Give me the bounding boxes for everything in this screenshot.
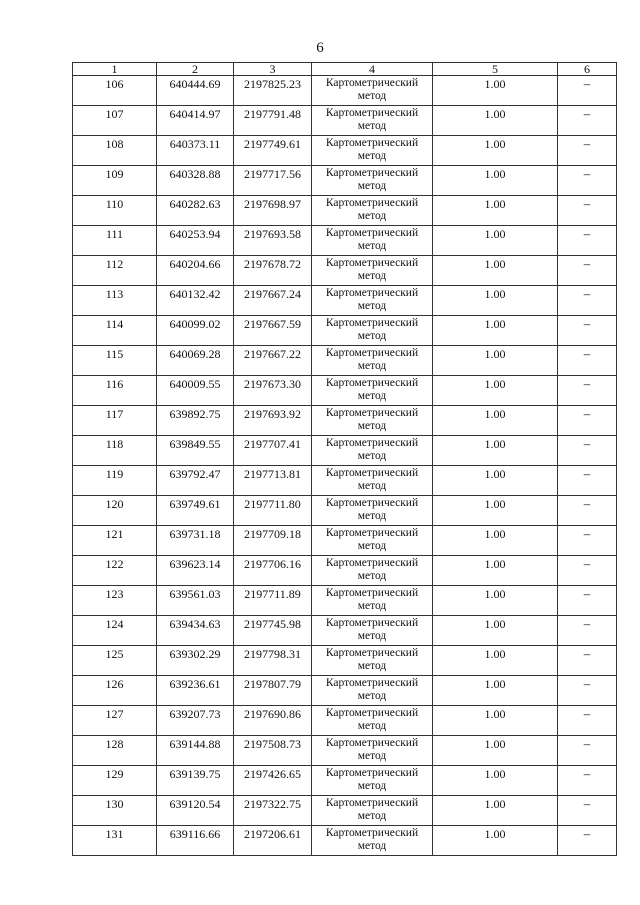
y-coordinate-cell: 2197667.59 (234, 316, 312, 346)
method-line-1: Картометрический (325, 377, 419, 389)
method-line-2: метод (357, 420, 387, 432)
method-line-2: метод (357, 720, 387, 732)
y-coordinate-cell: 2197206.61 (234, 826, 312, 856)
x-coordinate-cell: 639623.14 (157, 556, 234, 586)
method-line-2: метод (357, 120, 387, 132)
method-line-2: метод (357, 690, 387, 702)
accuracy-cell: 1.00 (433, 586, 558, 616)
method-line-2: метод (357, 480, 387, 492)
point-number-cell: 107 (73, 106, 157, 136)
method-line-2: метод (357, 660, 387, 672)
accuracy-cell: 1.00 (433, 316, 558, 346)
method-line-2: метод (357, 300, 387, 312)
method-line-1: Картометрический (325, 107, 419, 119)
accuracy-cell: 1.00 (433, 256, 558, 286)
accuracy-cell: 1.00 (433, 526, 558, 556)
method-line-1: Картометрический (325, 407, 419, 419)
x-coordinate-cell: 639749.61 (157, 496, 234, 526)
method-line-2: метод (357, 90, 387, 102)
point-number-cell: 118 (73, 436, 157, 466)
method-line-2: метод (357, 570, 387, 582)
table-row (73, 406, 617, 436)
x-coordinate-cell: 640444.69 (157, 76, 234, 106)
note-cell: – (558, 796, 617, 826)
method-cell (312, 136, 433, 166)
table-row (73, 466, 617, 496)
point-number-cell: 106 (73, 76, 157, 106)
y-coordinate-cell: 2197711.80 (234, 496, 312, 526)
table-row (73, 196, 617, 226)
method-line-1: Картометрический (325, 557, 419, 569)
point-number-cell: 109 (73, 166, 157, 196)
y-coordinate-cell: 2197426.65 (234, 766, 312, 796)
method-line-1: Картометрический (325, 347, 419, 359)
table-row (73, 556, 617, 586)
point-number-cell: 111 (73, 226, 157, 256)
point-number-cell: 123 (73, 586, 157, 616)
method-line-1: Картометрический (325, 197, 419, 209)
note-cell: – (558, 286, 617, 316)
accuracy-cell: 1.00 (433, 346, 558, 376)
table-row (73, 316, 617, 346)
x-coordinate-cell: 640009.55 (157, 376, 234, 406)
point-number-cell: 120 (73, 496, 157, 526)
method-cell (312, 436, 433, 466)
point-number-cell: 129 (73, 766, 157, 796)
point-number-cell: 114 (73, 316, 157, 346)
y-coordinate-cell: 2197707.41 (234, 436, 312, 466)
x-coordinate-cell: 640069.28 (157, 346, 234, 376)
method-cell (312, 766, 433, 796)
method-cell (312, 376, 433, 406)
method-cell (312, 286, 433, 316)
y-coordinate-cell: 2197711.89 (234, 586, 312, 616)
note-cell: – (558, 676, 617, 706)
y-coordinate-cell: 2197693.58 (234, 226, 312, 256)
accuracy-cell: 1.00 (433, 616, 558, 646)
method-cell (312, 676, 433, 706)
note-cell: – (558, 826, 617, 856)
method-line-1: Картометрический (325, 497, 419, 509)
method-line-2: метод (357, 600, 387, 612)
point-number-cell: 131 (73, 826, 157, 856)
point-number-cell: 125 (73, 646, 157, 676)
method-line-1: Картометрический (325, 647, 419, 659)
method-line-2: метод (357, 540, 387, 552)
method-cell (312, 586, 433, 616)
method-cell (312, 346, 433, 376)
method-line-1: Картометрический (325, 617, 419, 629)
y-coordinate-cell: 2197745.98 (234, 616, 312, 646)
method-line-2: метод (357, 390, 387, 402)
accuracy-cell: 1.00 (433, 496, 558, 526)
note-cell: – (558, 226, 617, 256)
x-coordinate-cell: 640253.94 (157, 226, 234, 256)
table-row (73, 646, 617, 676)
table-body (73, 76, 617, 856)
method-line-2: метод (357, 510, 387, 522)
table-row (73, 436, 617, 466)
x-coordinate-cell: 640204.66 (157, 256, 234, 286)
x-coordinate-cell: 639792.47 (157, 466, 234, 496)
method-line-2: метод (357, 240, 387, 252)
method-cell (312, 166, 433, 196)
table-row (73, 826, 617, 856)
x-coordinate-cell: 639434.63 (157, 616, 234, 646)
method-line-1: Картометрический (325, 797, 419, 809)
point-number-cell: 128 (73, 736, 157, 766)
accuracy-cell: 1.00 (433, 556, 558, 586)
note-cell: – (558, 556, 617, 586)
point-number-cell: 115 (73, 346, 157, 376)
point-number-cell: 130 (73, 796, 157, 826)
note-cell: – (558, 166, 617, 196)
accuracy-cell: 1.00 (433, 76, 558, 106)
table-row (73, 226, 617, 256)
y-coordinate-cell: 2197508.73 (234, 736, 312, 766)
method-cell (312, 196, 433, 226)
table-row (73, 796, 617, 826)
method-line-1: Картометрический (325, 167, 419, 179)
table-header-row (73, 63, 617, 76)
method-line-2: метод (357, 210, 387, 222)
accuracy-cell: 1.00 (433, 796, 558, 826)
x-coordinate-cell: 639302.29 (157, 646, 234, 676)
x-coordinate-cell: 639849.55 (157, 436, 234, 466)
method-line-1: Картометрический (325, 437, 419, 449)
accuracy-cell: 1.00 (433, 826, 558, 856)
method-cell (312, 616, 433, 646)
method-cell (312, 466, 433, 496)
y-coordinate-cell: 2197667.24 (234, 286, 312, 316)
x-coordinate-cell: 639207.73 (157, 706, 234, 736)
note-cell: – (558, 646, 617, 676)
column-header: 1 (73, 63, 157, 76)
point-number-cell: 110 (73, 196, 157, 226)
point-number-cell: 116 (73, 376, 157, 406)
point-number-cell: 112 (73, 256, 157, 286)
x-coordinate-cell: 640414.97 (157, 106, 234, 136)
method-cell (312, 496, 433, 526)
method-cell (312, 526, 433, 556)
x-coordinate-cell: 640099.02 (157, 316, 234, 346)
note-cell: – (558, 196, 617, 226)
x-coordinate-cell: 640373.11 (157, 136, 234, 166)
column-header: 6 (558, 63, 617, 76)
method-line-2: метод (357, 450, 387, 462)
method-line-1: Картометрический (325, 737, 419, 749)
x-coordinate-cell: 639236.61 (157, 676, 234, 706)
method-line-1: Картометрический (325, 677, 419, 689)
table-row (73, 676, 617, 706)
method-cell (312, 826, 433, 856)
y-coordinate-cell: 2197825.23 (234, 76, 312, 106)
method-line-1: Картометрический (325, 587, 419, 599)
table-row (73, 496, 617, 526)
table-row (73, 706, 617, 736)
method-line-1: Картометрический (325, 767, 419, 779)
method-cell (312, 226, 433, 256)
x-coordinate-cell: 639139.75 (157, 766, 234, 796)
accuracy-cell: 1.00 (433, 766, 558, 796)
table-row (73, 286, 617, 316)
x-coordinate-cell: 640328.88 (157, 166, 234, 196)
point-number-cell: 126 (73, 676, 157, 706)
point-number-cell: 127 (73, 706, 157, 736)
note-cell: – (558, 466, 617, 496)
accuracy-cell: 1.00 (433, 106, 558, 136)
method-line-2: метод (357, 180, 387, 192)
method-line-2: метод (357, 840, 387, 852)
table-row (73, 376, 617, 406)
accuracy-cell: 1.00 (433, 646, 558, 676)
coordinates-table (72, 62, 617, 856)
y-coordinate-cell: 2197690.86 (234, 706, 312, 736)
method-line-1: Картометрический (325, 827, 419, 839)
method-line-1: Картометрический (325, 707, 419, 719)
point-number-cell: 124 (73, 616, 157, 646)
method-line-2: метод (357, 330, 387, 342)
accuracy-cell: 1.00 (433, 436, 558, 466)
method-line-2: метод (357, 270, 387, 282)
table-row (73, 256, 617, 286)
method-cell (312, 706, 433, 736)
method-cell (312, 406, 433, 436)
y-coordinate-cell: 2197749.61 (234, 136, 312, 166)
x-coordinate-cell: 639116.66 (157, 826, 234, 856)
y-coordinate-cell: 2197709.18 (234, 526, 312, 556)
method-cell (312, 646, 433, 676)
note-cell: – (558, 496, 617, 526)
note-cell: – (558, 316, 617, 346)
column-header: 3 (234, 63, 312, 76)
table-row (73, 766, 617, 796)
table-row (73, 106, 617, 136)
note-cell: – (558, 526, 617, 556)
column-header: 2 (157, 63, 234, 76)
x-coordinate-cell: 639892.75 (157, 406, 234, 436)
page-number: 6 (316, 40, 324, 56)
method-line-1: Картометрический (325, 77, 419, 89)
column-header: 4 (312, 63, 433, 76)
method-line-2: метод (357, 630, 387, 642)
y-coordinate-cell: 2197667.22 (234, 346, 312, 376)
method-line-1: Картометрический (325, 317, 419, 329)
point-number-cell: 108 (73, 136, 157, 166)
method-line-1: Картометрический (325, 137, 419, 149)
method-cell (312, 796, 433, 826)
note-cell: – (558, 106, 617, 136)
accuracy-cell: 1.00 (433, 226, 558, 256)
method-line-2: метод (357, 780, 387, 792)
y-coordinate-cell: 2197798.31 (234, 646, 312, 676)
x-coordinate-cell: 640132.42 (157, 286, 234, 316)
y-coordinate-cell: 2197693.92 (234, 406, 312, 436)
accuracy-cell: 1.00 (433, 406, 558, 436)
y-coordinate-cell: 2197791.48 (234, 106, 312, 136)
point-number-cell: 122 (73, 556, 157, 586)
note-cell: – (558, 346, 617, 376)
note-cell: – (558, 376, 617, 406)
method-line-2: метод (357, 360, 387, 372)
method-cell (312, 76, 433, 106)
note-cell: – (558, 706, 617, 736)
accuracy-cell: 1.00 (433, 376, 558, 406)
column-header: 5 (433, 63, 558, 76)
table-row (73, 136, 617, 166)
note-cell: – (558, 436, 617, 466)
table-row (73, 76, 617, 106)
note-cell: – (558, 406, 617, 436)
method-cell (312, 736, 433, 766)
method-cell (312, 256, 433, 286)
y-coordinate-cell: 2197322.75 (234, 796, 312, 826)
point-number-cell: 113 (73, 286, 157, 316)
method-cell (312, 106, 433, 136)
table-row (73, 616, 617, 646)
method-line-1: Картометрический (325, 287, 419, 299)
y-coordinate-cell: 2197713.81 (234, 466, 312, 496)
point-number-cell: 121 (73, 526, 157, 556)
method-cell (312, 556, 433, 586)
accuracy-cell: 1.00 (433, 676, 558, 706)
method-line-2: метод (357, 150, 387, 162)
y-coordinate-cell: 2197673.30 (234, 376, 312, 406)
table-row (73, 526, 617, 556)
note-cell: – (558, 136, 617, 166)
note-cell: – (558, 616, 617, 646)
x-coordinate-cell: 639731.18 (157, 526, 234, 556)
note-cell: – (558, 736, 617, 766)
method-line-1: Картометрический (325, 227, 419, 239)
note-cell: – (558, 586, 617, 616)
x-coordinate-cell: 639561.03 (157, 586, 234, 616)
accuracy-cell: 1.00 (433, 736, 558, 766)
table-row (73, 166, 617, 196)
note-cell: – (558, 766, 617, 796)
method-line-1: Картометрический (325, 257, 419, 269)
method-line-2: метод (357, 810, 387, 822)
y-coordinate-cell: 2197698.97 (234, 196, 312, 226)
method-cell (312, 316, 433, 346)
method-line-1: Картометрический (325, 467, 419, 479)
table-row (73, 586, 617, 616)
table-row (73, 346, 617, 376)
method-line-2: метод (357, 750, 387, 762)
y-coordinate-cell: 2197706.16 (234, 556, 312, 586)
accuracy-cell: 1.00 (433, 136, 558, 166)
point-number-cell: 119 (73, 466, 157, 496)
note-cell: – (558, 256, 617, 286)
y-coordinate-cell: 2197678.72 (234, 256, 312, 286)
accuracy-cell: 1.00 (433, 166, 558, 196)
method-line-1: Картометрический (325, 527, 419, 539)
x-coordinate-cell: 640282.63 (157, 196, 234, 226)
accuracy-cell: 1.00 (433, 196, 558, 226)
point-number-cell: 117 (73, 406, 157, 436)
x-coordinate-cell: 639144.88 (157, 736, 234, 766)
table-row (73, 736, 617, 766)
y-coordinate-cell: 2197807.79 (234, 676, 312, 706)
y-coordinate-cell: 2197717.56 (234, 166, 312, 196)
accuracy-cell: 1.00 (433, 286, 558, 316)
note-cell: – (558, 76, 617, 106)
accuracy-cell: 1.00 (433, 706, 558, 736)
x-coordinate-cell: 639120.54 (157, 796, 234, 826)
accuracy-cell: 1.00 (433, 466, 558, 496)
